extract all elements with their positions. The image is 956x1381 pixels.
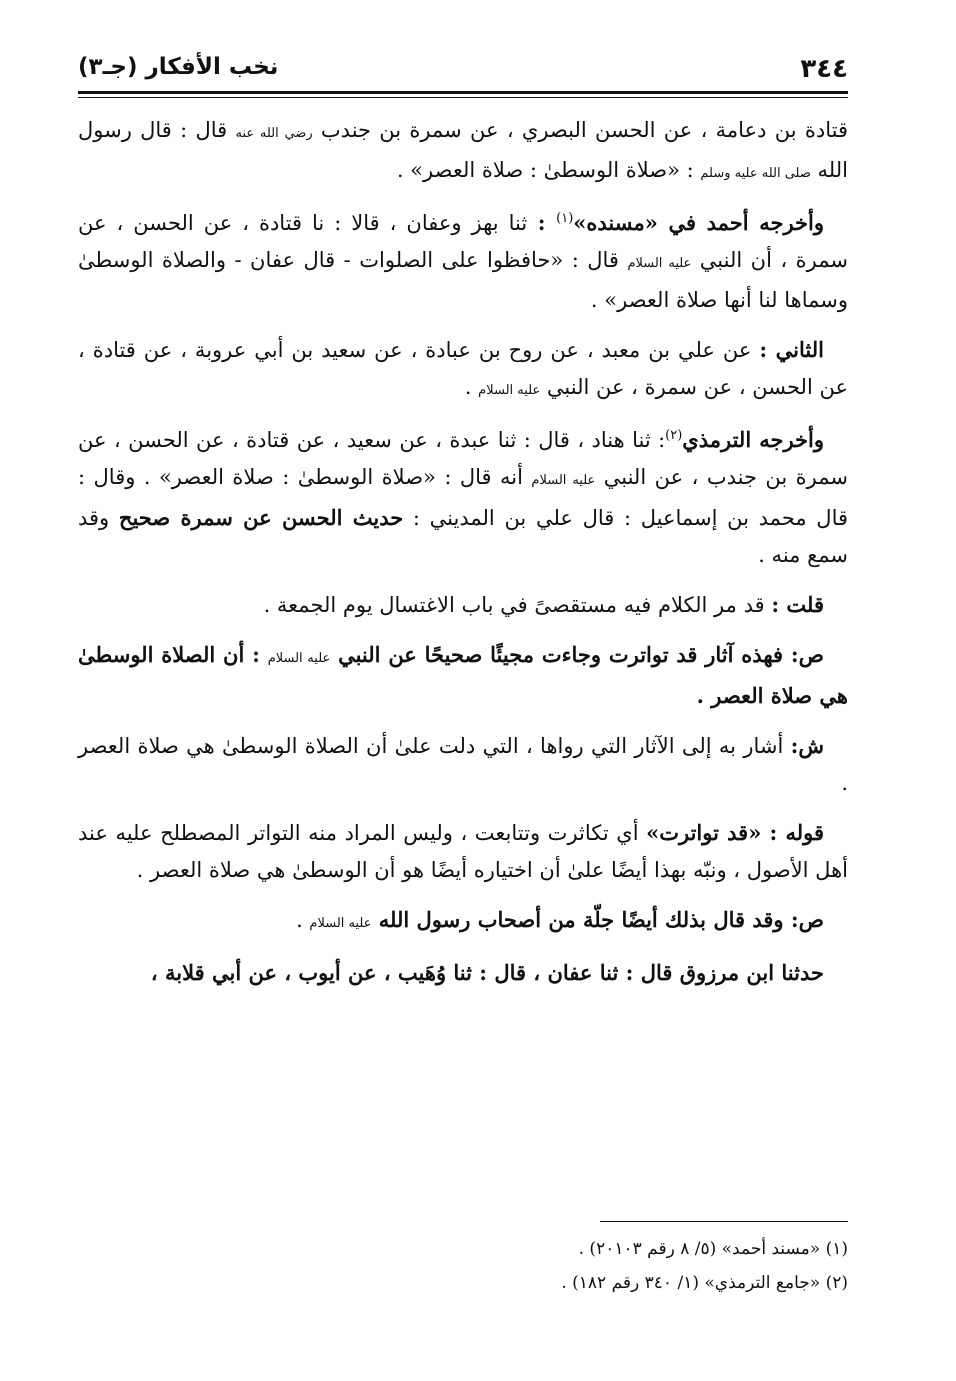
text-run: أشار به إلى الآثار التي رواها ، التي دلت علىٰ أن الصلاة الوسطىٰ هي صلاة العصر . (78, 734, 848, 795)
honorific-glyph: عليه السلام (531, 473, 596, 488)
paragraph (78, 331, 848, 409)
text-run: قال : «حافظوا على الصلوات - قال عفان - والصلاة الوسطىٰ وسماها لنا أنها صلاة العصر» . (78, 248, 848, 312)
bold-text-run: حدثنا ابن مرزوق قال : ثنا عفان ، قال : ثنا وُهَيب ، عن أيوب ، عن أبي قلابة ، (150, 960, 824, 985)
header-rule-thick (78, 91, 848, 94)
text-run: . (296, 908, 310, 932)
honorific-glyph: عليه السلام (267, 651, 331, 666)
footnotes (78, 1232, 848, 1300)
text-run: وقد سمع منه . (78, 506, 848, 567)
paragraph (78, 204, 848, 319)
bold-text-run: الثاني : (759, 337, 824, 362)
paragraph (78, 901, 848, 942)
bold-text-run: : أن الصلاة الوسطىٰ هي صلاة العصر . (78, 642, 848, 708)
bold-text-run: ش: (790, 733, 824, 758)
text-run: قد مر الكلام فيه مستقصىً في باب الاغتسال يوم الجمعة . (263, 593, 772, 617)
main-text (78, 112, 848, 1004)
bold-text-run: قوله : «قد تواترت» (646, 820, 824, 845)
bold-text-run: وأخرجه الترمذي (682, 427, 824, 452)
text-run: ثنا بهز وعفان ، قالا : نا قتادة ، عن الحسن ، عن سمرة ، أن النبي (78, 211, 848, 272)
page-number: ٣٤٤ (800, 54, 848, 84)
text-run: عن علي بن معبد ، عن روح بن عبادة ، عن سعيد بن أبي عروبة ، عن قتادة ، عن الحسن ، عن سمرة ، عن النبي (78, 338, 848, 399)
bold-text-run: ص: فهذه آثار قد تواترت وجاءت مجيئًا صحيحًا عن النبي (330, 642, 825, 667)
bold-text-run: وأخرجه أحمد في «مسنده» (573, 210, 824, 235)
footnote-separator (600, 1221, 848, 1222)
footnote-marker: (٢) (665, 428, 683, 443)
honorific-glyph: عليه السلام (309, 916, 372, 931)
text-run: أي تكاثرت وتتابعت ، وليس المراد منه التواتر المصطلح عليه عند أهل الأصول ، ونبّه بهذا أيضًا علىٰ أن اختياره أيضًا هو أن الوسطىٰ هي صلاة العصر . (78, 821, 848, 882)
bold-text-run: ص: وقد قال بذلك أيضًا جلّة من أصحاب رسول الله (371, 907, 824, 932)
bold-text-run: : (527, 210, 557, 235)
paragraph (78, 814, 848, 889)
text-run: : «صلاة الوسطىٰ : صلاة العصر» . (396, 158, 701, 182)
paragraph (78, 954, 848, 992)
paragraph (78, 586, 848, 624)
bold-text-run: قلت : (771, 592, 824, 617)
paragraph (78, 421, 848, 574)
header-rule-thin (78, 97, 848, 98)
text-run: . (464, 375, 479, 399)
text-run: أنه قال : «صلاة الوسطىٰ : صلاة العصر» . وقال : قال محمد بن إسماعيل : قال علي بن المديني : (78, 465, 849, 530)
paragraph (78, 112, 848, 192)
footnote-marker: (١) (556, 211, 574, 226)
honorific-glyph: صلى الله عليه وسلم (700, 166, 811, 181)
paragraph (78, 636, 848, 715)
page-header (78, 50, 848, 90)
text-run: قتادة بن دعامة ، عن الحسن البصري ، عن سمرة بن جندب (312, 118, 848, 142)
running-title: نخب الأفكار (جـ٣) (78, 54, 279, 80)
bold-text-run: حديث الحسن عن سمرة صحيح (118, 505, 404, 530)
footnote-item: (٢) «جامع الترمذي» (١/ ٣٤٠ رقم ١٨٢) . (561, 1273, 848, 1293)
honorific-glyph: عليه السلام (627, 256, 692, 271)
footnote-item: (١) «مسند أحمد» (٥/ ٨ رقم ٢٠١٠٣) . (578, 1239, 848, 1259)
text-run: قال : قال رسول الله (78, 118, 848, 182)
honorific-glyph: رضي الله عنه (235, 126, 313, 141)
paragraph (78, 727, 848, 802)
honorific-glyph: عليه السلام (478, 383, 541, 398)
text-run: : ثنا هناد ، قال : ثنا عبدة ، عن سعيد ، عن قتادة ، عن الحسن ، عن سمرة بن جندب ، عن النبي (78, 428, 849, 489)
